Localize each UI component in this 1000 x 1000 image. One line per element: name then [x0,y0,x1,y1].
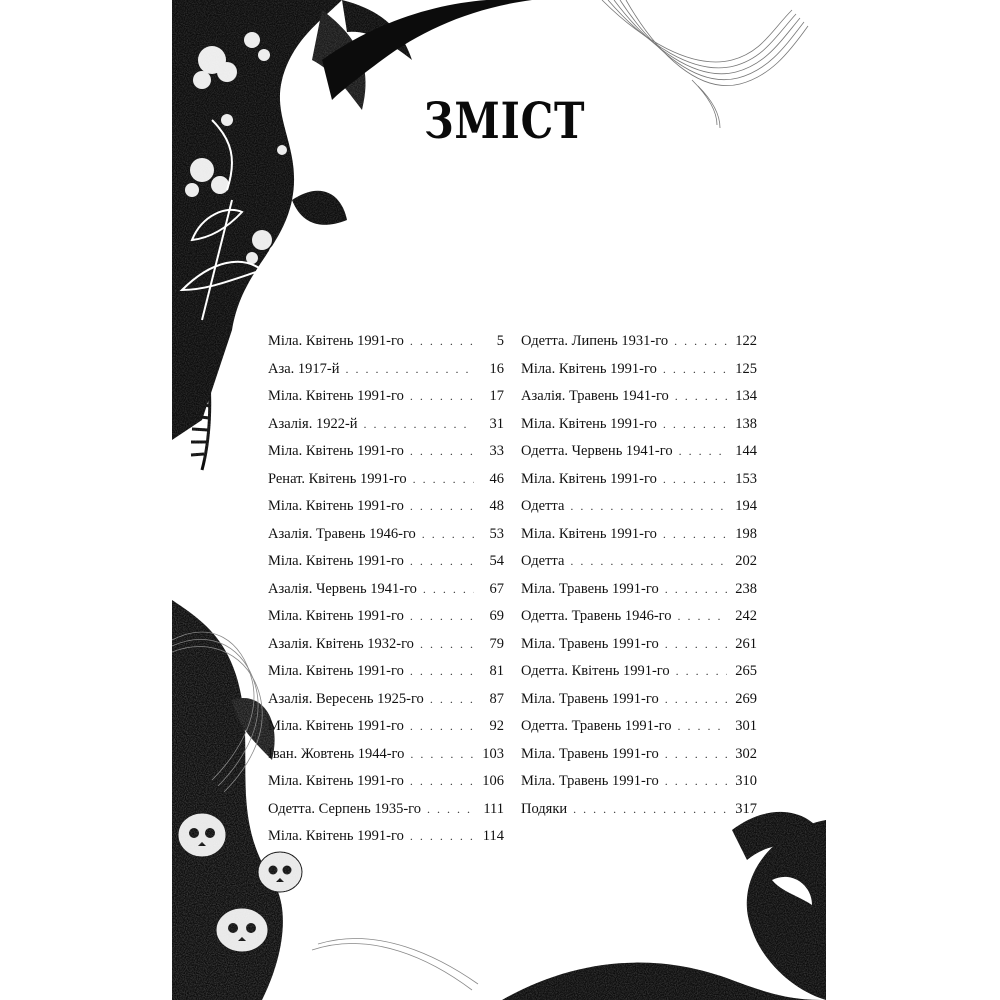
toc-entry: Аза. 1917-й . . . 16 [268,356,504,384]
ribbon-icon [602,0,808,128]
toc-entry: Азалія. Червень 1941-го . . . 67 [268,576,504,604]
toc-entry: Міла. Квітень 1991-го . . . 81 [268,658,504,686]
toc-entry: Подяки . . . 317 [521,796,757,824]
toc-entry: Іван. Жовтень 1944-го . . . 103 [268,741,504,769]
toc-entry: Міла. Квітень 1991-го . . . 69 [268,603,504,631]
page-title: ЗМІСТ [424,91,586,150]
toc-entry: Міла. Квітень 1991-го . . . 92 [268,713,504,741]
toc-entry: Міла. Травень 1991-го . . . 261 [521,631,757,659]
toc-entry: Міла. Травень 1991-го . . . 302 [521,741,757,769]
toc-entry: Міла. Травень 1991-го . . . 269 [521,686,757,714]
toc-entry: Міла. Квітень 1991-го . . . 54 [268,548,504,576]
book-page [172,0,826,1000]
toc-entry: Одетта. Серпень 1935-го . . . 111 [268,796,504,824]
toc-entry: Міла. Квітень 1991-го . . . 48 [268,493,504,521]
toc-entry: Міла. Квітень 1991-го . . . 5 [268,328,504,356]
toc-entry: Міла. Квітень 1991-го . . . 33 [268,438,504,466]
toc-entry: Міла. Квітень 1991-го . . . 198 [521,521,757,549]
toc-entry: Міла. Квітень 1991-го . . . 153 [521,466,757,494]
toc-entry: Одетта. Травень 1946-го . . . 242 [521,603,757,631]
toc-entry: Одетта. Липень 1931-го . . . 122 [521,328,757,356]
toc-entry: Міла. Квітень 1991-го . . . 138 [521,411,757,439]
toc-entry: Азалія. Травень 1946-го . . . 53 [268,521,504,549]
toc-entry: Міла. Квітень 1991-го . . . 106 [268,768,504,796]
toc-column-left [268,328,504,851]
ink-swirl-icon [502,800,826,1000]
toc-entry: Азалія. Травень 1941-го . . . 134 [521,383,757,411]
toc-entry: Міла. Квітень 1991-го . . . 17 [268,383,504,411]
toc-entry: Міла. Квітень 1991-го . . . 125 [521,356,757,384]
toc-entry: Азалія. 1922-й . . . 31 [268,411,504,439]
toc-entry: Одетта. Червень 1941-го . . . 144 [521,438,757,466]
toc-entry: Міла. Квітень 1991-го . . . 114 [268,823,504,851]
toc-entry: Одетта. Квітень 1991-го . . . 265 [521,658,757,686]
toc-entry: Азалія. Квітень 1932-го . . . 79 [268,631,504,659]
toc-entry: Міла. Травень 1991-го . . . 310 [521,768,757,796]
toc-entry: Одетта . . . 194 [521,493,757,521]
toc-entry: Одетта . . . 202 [521,548,757,576]
toc-entry: Азалія. Вересень 1925-го . . . 87 [268,686,504,714]
toc-column-right [521,328,757,823]
toc-entry: Одетта. Травень 1991-го . . . 301 [521,713,757,741]
toc-entry: Ренат. Квітень 1991-го . . . 46 [268,466,504,494]
toc-entry: Міла. Травень 1991-го . . . 238 [521,576,757,604]
